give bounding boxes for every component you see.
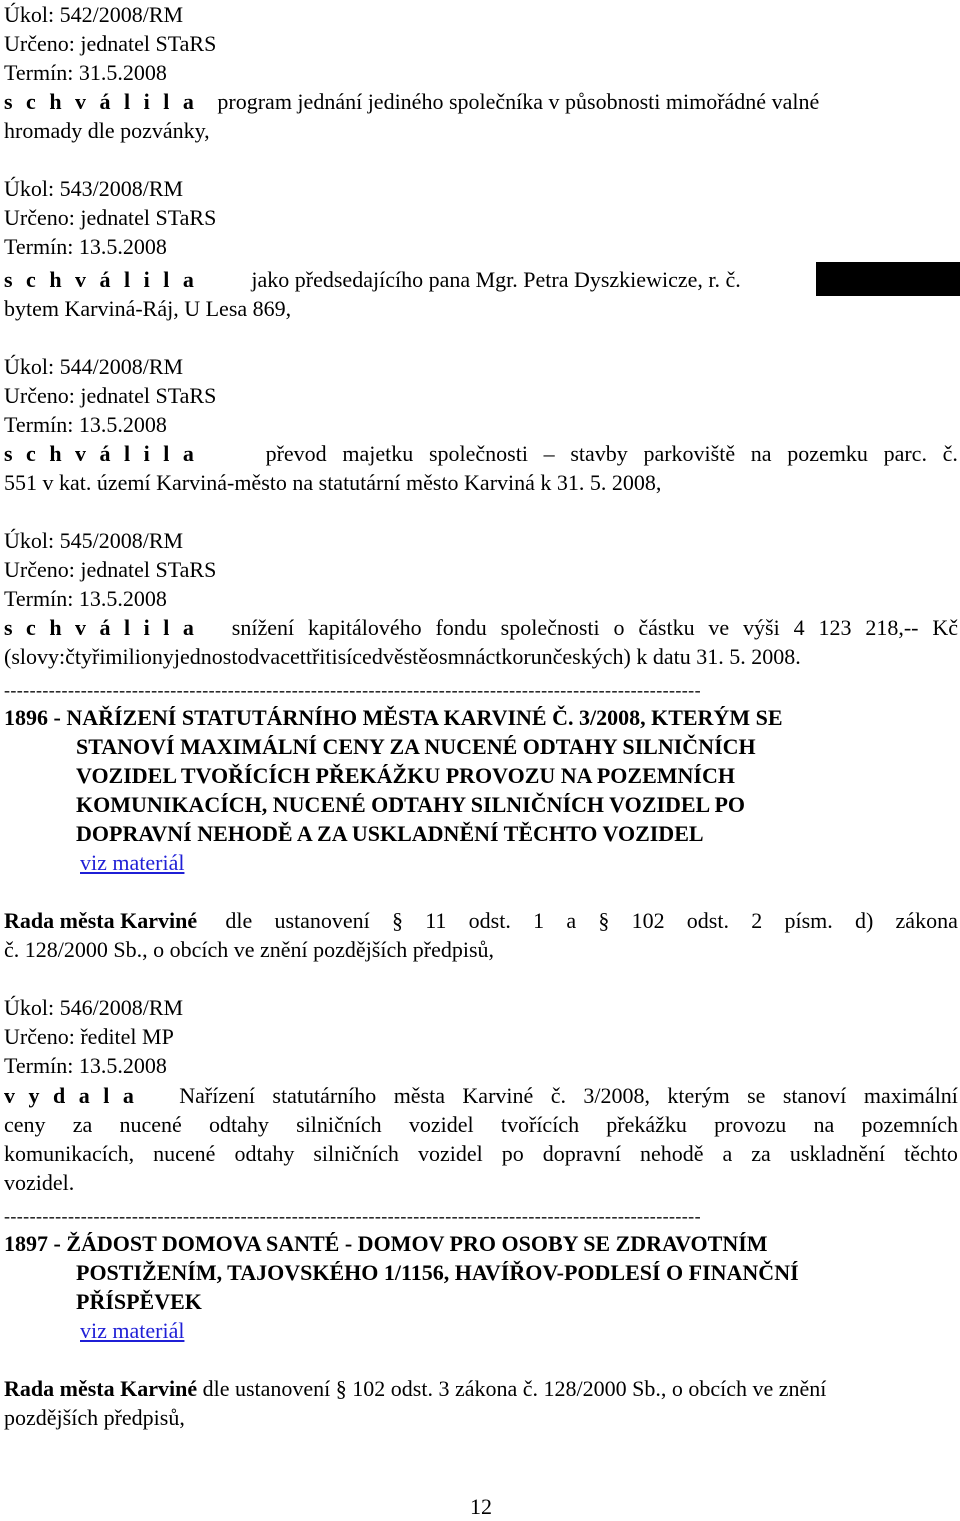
resolution-text-cont: 551 v kat. území Karviná-město na statutární město Karviná k 31. 5. 2008,	[4, 470, 662, 495]
resolution-line	[4, 87, 819, 116]
council-statement-cont: pozdějších předpisů,	[4, 1405, 185, 1430]
page-number: 12	[470, 1494, 492, 1519]
resolution-text: program jednání jediného společníka v působnosti mimořádné valné	[217, 89, 820, 114]
resolution-text-cont: ceny za nucené odtahy silničních vozidel tvořících překážku provozu na pozemních	[4, 1112, 958, 1137]
resolution-verb: s c h v á l i l a	[4, 615, 198, 640]
separator-line: -------------------------------------------------------------------------------------------------------------	[4, 680, 701, 700]
task-number: Úkol: 544/2008/RM	[4, 354, 184, 379]
agenda-item-heading: 1896 - NAŘÍZENÍ STATUTÁRNÍHO MĚSTA KARVINÉ Č. 3/2008, KTERÝM SE STANOVÍ MAXIMÁLNÍ CENY ZA NUCENÉ ODTAHY SILNIČNÍCH VOZIDEL TVOŘÍCÍCH PŘEKÁŽKU PROVOZU NA POZEMNÍCH KOMUNIKACÍCH, NUCENÉ ODTAHY SILNIČNÍCH VOZIDEL PO DOPRAVNÍ NEHODĚ A ZA USKLADNĚNÍ TĚCHTO VOZIDEL	[4, 705, 783, 846]
resolution-text-cont: (slovy:čtyřimilionyjednostodvacettřitisícedvěstěosmnáctkorunčeských) k datu 31. 5. 2008.	[4, 644, 801, 669]
resolution-line	[4, 265, 741, 294]
resolution-verb: s c h v á l i l a	[4, 267, 198, 292]
task-deadline: Termín: 13.5.2008	[4, 412, 167, 437]
resolution-text-cont: bytem Karviná-Ráj, U Lesa 869,	[4, 296, 292, 321]
council-statement: Rada města Karviné dle ustanovení § 11 odst. 1 a § 102 odst. 2 písm. d) zákona	[4, 908, 958, 933]
resolution-verb: s c h v á l i l a	[4, 441, 198, 466]
task-number: Úkol: 545/2008/RM	[4, 528, 184, 553]
task-number: Úkol: 546/2008/RM	[4, 995, 184, 1020]
task-assignee: Určeno: ředitel MP	[4, 1024, 174, 1049]
task-assignee: Určeno: jednatel STaRS	[4, 557, 217, 582]
resolution-verb: v y d a l a	[4, 1083, 138, 1108]
redaction-box	[816, 262, 960, 296]
task-assignee: Určeno: jednatel STaRS	[4, 205, 217, 230]
resolution-text-cont: vozidel.	[4, 1170, 75, 1195]
task-assignee: Určeno: jednatel STaRS	[4, 31, 217, 56]
task-deadline: Termín: 31.5.2008	[4, 60, 167, 85]
task-number: Úkol: 542/2008/RM	[4, 2, 184, 27]
agenda-item-heading: 1897 - ŽÁDOST DOMOVA SANTÉ - DOMOV PRO OSOBY SE ZDRAVOTNÍM POSTIŽENÍM, TAJOVSKÉHO 1/1156, HAVÍŘOV-PODLESÍ O FINANČNÍ PŘÍSPĚVEK	[4, 1231, 799, 1314]
resolution-line: s c h v á l i l a převod majetku společnosti – stavby parkoviště na pozemku parc. č.	[4, 441, 958, 466]
material-link[interactable]: viz materiál	[80, 850, 185, 875]
resolution-text: jako předsedajícího pana Mgr. Petra Dyszkiewicze, r. č.	[251, 267, 741, 292]
task-deadline: Termín: 13.5.2008	[4, 234, 167, 259]
task-deadline: Termín: 13.5.2008	[4, 586, 167, 611]
resolution-text-cont: hromady dle pozvánky,	[4, 118, 210, 143]
council-statement: Rada města Karviné dle ustanovení § 102 odst. 3 zákona č. 128/2000 Sb., o obcích ve znění	[4, 1376, 827, 1401]
resolution-text-cont: komunikacích, nucené odtahy silničních vozidel po dopravní nehodě a za uskladnění těchto	[4, 1141, 958, 1166]
task-deadline: Termín: 13.5.2008	[4, 1053, 167, 1078]
council-statement-cont: č. 128/2000 Sb., o obcích ve znění pozdějších předpisů,	[4, 937, 495, 962]
resolution-verb: s c h v á l i l a	[4, 89, 198, 114]
resolution-line: s c h v á l i l a snížení kapitálového fondu společnosti o částku ve výši 4 123 218,-- Kč	[4, 615, 958, 640]
separator-line: -------------------------------------------------------------------------------------------------------------	[4, 1206, 701, 1226]
resolution-line: v y d a l a Nařízení statutárního města Karviné č. 3/2008, kterým se stanoví maximální	[4, 1083, 958, 1108]
task-number: Úkol: 543/2008/RM	[4, 176, 184, 201]
material-link[interactable]: viz materiál	[80, 1318, 185, 1343]
task-assignee: Určeno: jednatel STaRS	[4, 383, 217, 408]
